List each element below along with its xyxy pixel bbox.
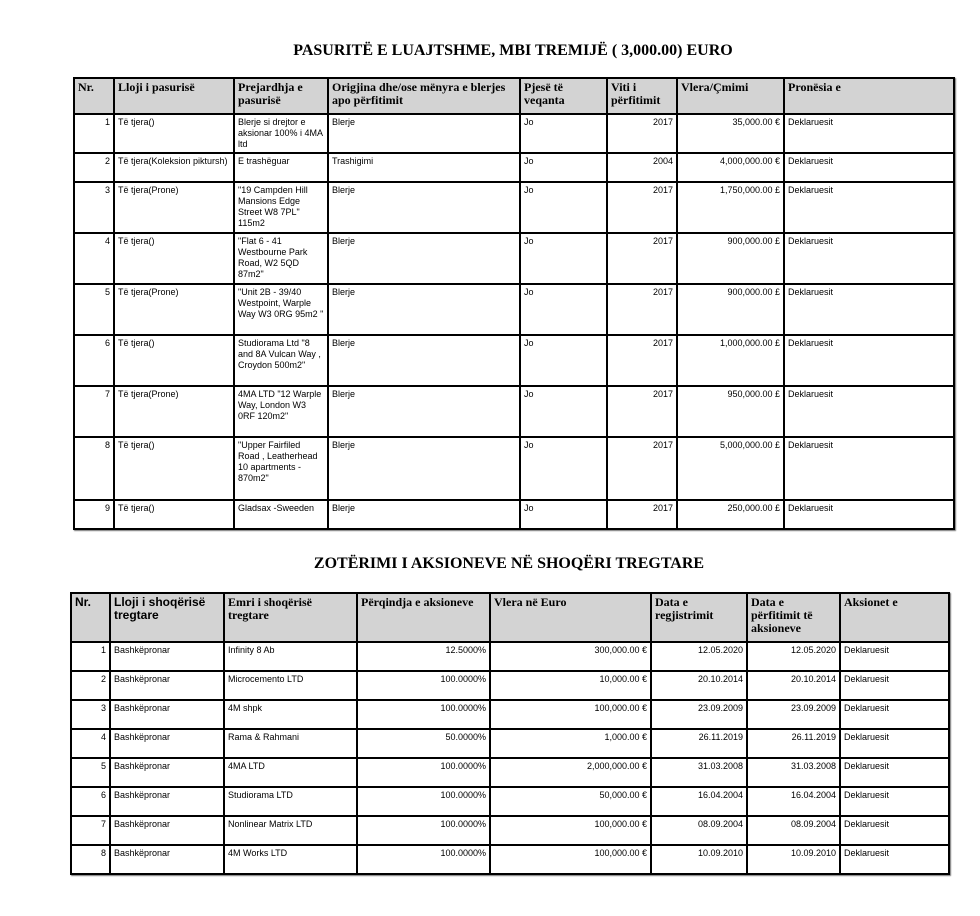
- cell-asset-origin: "Upper Fairfiled Road , Leatherhead 10 apartments - 870m2": [234, 437, 328, 500]
- cell-parts: Jo: [520, 437, 607, 500]
- cell-acquisition-date: 12.05.2020: [747, 642, 840, 671]
- cell-company-name: Microcemento LTD: [224, 671, 357, 700]
- cell-registration-date: 16.04.2004: [651, 787, 747, 816]
- cell-value: 950,000.00 £: [677, 386, 784, 437]
- cell-acquisition-method: Trashigimi: [328, 153, 520, 182]
- movable-assets-title: PASURITË E LUAJTSHME, MBI TREMIJË ( 3,000.00) EURO: [293, 42, 733, 59]
- table-row: [71, 700, 949, 729]
- cell-registration-date: 26.11.2019: [651, 729, 747, 758]
- cell-row-number: 5: [71, 758, 110, 787]
- cell-shares-owner: Deklaruesit: [840, 845, 949, 874]
- cell-value: 1,750,000.00 £: [677, 182, 784, 233]
- cell-company-name: Rama & Rahmani: [224, 729, 357, 758]
- cell-company-name: Nonlinear Matrix LTD: [224, 816, 357, 845]
- table-row: [74, 386, 954, 437]
- header-nr: Nr.: [71, 593, 110, 642]
- header-share-percent: Përqindja e aksioneve: [357, 593, 490, 642]
- cell-acquisition-date: 10.09.2010: [747, 845, 840, 874]
- table-row: [71, 816, 949, 845]
- cell-share-percent: 100.0000%: [357, 671, 490, 700]
- cell-value-euro: 100,000.00 €: [490, 816, 651, 845]
- cell-year: 2017: [607, 233, 677, 284]
- cell-value-euro: 1,000.00 €: [490, 729, 651, 758]
- cell-registration-date: 12.05.2020: [651, 642, 747, 671]
- cell-value-euro: 300,000.00 €: [490, 642, 651, 671]
- cell-asset-type: Të tjera(Prone): [114, 182, 234, 233]
- cell-asset-type: Të tjera(): [114, 500, 234, 529]
- header-acquisition-date: Data e përfitimit të aksioneve: [747, 593, 840, 642]
- cell-row-number: 4: [71, 729, 110, 758]
- cell-acquisition-method: Blerje: [328, 182, 520, 233]
- table-row: [71, 758, 949, 787]
- cell-acquisition-method: Blerje: [328, 437, 520, 500]
- cell-value: 4,000,000.00 €: [677, 153, 784, 182]
- cell-row-number: 6: [71, 787, 110, 816]
- cell-asset-type: Të tjera(): [114, 114, 234, 153]
- header-value: Vlera/Çmimi: [677, 78, 784, 114]
- cell-ownership: Deklaruesit: [784, 153, 954, 182]
- cell-acquisition-date: 31.03.2008: [747, 758, 840, 787]
- cell-asset-origin: "Unit 2B - 39/40 Westpoint, Warple Way W3 0RG 95m2 ": [234, 284, 328, 335]
- cell-parts: Jo: [520, 500, 607, 529]
- shares-table: [70, 592, 950, 875]
- cell-asset-type: Të tjera(Prone): [114, 386, 234, 437]
- cell-ownership: Deklaruesit: [784, 500, 954, 529]
- cell-registration-date: 31.03.2008: [651, 758, 747, 787]
- cell-parts: Jo: [520, 153, 607, 182]
- cell-asset-origin: E trashëguar: [234, 153, 328, 182]
- cell-acquisition-date: 23.09.2009: [747, 700, 840, 729]
- cell-row-number: 6: [74, 335, 114, 386]
- cell-year: 2017: [607, 335, 677, 386]
- cell-asset-origin: 4MA LTD "12 Warple Way, London W3 0RF 120m2": [234, 386, 328, 437]
- cell-share-percent: 100.0000%: [357, 758, 490, 787]
- cell-acquisition-date: 16.04.2004: [747, 787, 840, 816]
- cell-value-euro: 50,000.00 €: [490, 787, 651, 816]
- header-ownership: Pronësia e: [784, 78, 954, 114]
- cell-company-type: Bashkëpronar: [110, 787, 224, 816]
- cell-acquisition-method: Blerje: [328, 114, 520, 153]
- cell-value-euro: 100,000.00 €: [490, 700, 651, 729]
- shares-title: ZOTËRIMI I AKSIONEVE NË SHOQËRI TREGTARE: [313, 555, 705, 572]
- cell-parts: Jo: [520, 386, 607, 437]
- cell-company-name: 4M shpk: [224, 700, 357, 729]
- cell-company-name: Studiorama LTD: [224, 787, 357, 816]
- cell-company-type: Bashkëpronar: [110, 671, 224, 700]
- cell-company-type: Bashkëpronar: [110, 729, 224, 758]
- header-value-euro: Vlera në Euro: [490, 593, 651, 642]
- cell-value: 5,000,000.00 £: [677, 437, 784, 500]
- cell-year: 2017: [607, 437, 677, 500]
- header-nr: Nr.: [74, 78, 114, 114]
- header-year: Viti i përfitimit: [607, 78, 677, 114]
- cell-company-name: 4MA LTD: [224, 758, 357, 787]
- table-row: [74, 500, 954, 529]
- cell-row-number: 4: [74, 233, 114, 284]
- cell-ownership: Deklaruesit: [784, 437, 954, 500]
- cell-parts: Jo: [520, 335, 607, 386]
- cell-acquisition-method: Blerje: [328, 233, 520, 284]
- cell-value: 1,000,000.00 £: [677, 335, 784, 386]
- header-registration-date: Data e regjistrimit: [651, 593, 747, 642]
- cell-company-type: Bashkëpronar: [110, 700, 224, 729]
- table-row: [74, 437, 954, 500]
- cell-ownership: Deklaruesit: [784, 284, 954, 335]
- cell-row-number: 3: [71, 700, 110, 729]
- table-header-row: [71, 593, 949, 642]
- cell-asset-type: Të tjera(): [114, 233, 234, 284]
- cell-shares-owner: Deklaruesit: [840, 642, 949, 671]
- cell-ownership: Deklaruesit: [784, 233, 954, 284]
- cell-ownership: Deklaruesit: [784, 182, 954, 233]
- cell-share-percent: 100.0000%: [357, 787, 490, 816]
- cell-company-name: 4M Works LTD: [224, 845, 357, 874]
- cell-asset-origin: "19 Campden Hill Mansions Edge Street W8 7PL" 115m2: [234, 182, 328, 233]
- cell-year: 2004: [607, 153, 677, 182]
- cell-parts: Jo: [520, 284, 607, 335]
- table-row: [74, 284, 954, 335]
- cell-row-number: 8: [74, 437, 114, 500]
- cell-acquisition-method: Blerje: [328, 500, 520, 529]
- table-row: [71, 729, 949, 758]
- cell-row-number: 1: [71, 642, 110, 671]
- cell-value: 35,000.00 €: [677, 114, 784, 153]
- cell-row-number: 9: [74, 500, 114, 529]
- cell-asset-type: Të tjera(Prone): [114, 284, 234, 335]
- table-row: [74, 335, 954, 386]
- cell-parts: Jo: [520, 233, 607, 284]
- cell-share-percent: 12.5000%: [357, 642, 490, 671]
- cell-asset-type: Të tjera(Koleksion piktursh): [114, 153, 234, 182]
- cell-row-number: 7: [71, 816, 110, 845]
- cell-share-percent: 50.0000%: [357, 729, 490, 758]
- header-shares-owner: Aksionet e: [840, 593, 949, 642]
- cell-company-name: Infinity 8 Ab: [224, 642, 357, 671]
- table-row: [71, 787, 949, 816]
- cell-row-number: 2: [71, 671, 110, 700]
- cell-registration-date: 10.09.2010: [651, 845, 747, 874]
- movable-assets-table: [73, 77, 955, 530]
- cell-share-percent: 100.0000%: [357, 816, 490, 845]
- cell-asset-type: Të tjera(): [114, 335, 234, 386]
- cell-row-number: 8: [71, 845, 110, 874]
- cell-row-number: 3: [74, 182, 114, 233]
- table-row: [74, 153, 954, 182]
- cell-registration-date: 23.09.2009: [651, 700, 747, 729]
- cell-row-number: 5: [74, 284, 114, 335]
- cell-parts: Jo: [520, 182, 607, 233]
- cell-value-euro: 100,000.00 €: [490, 845, 651, 874]
- cell-shares-owner: Deklaruesit: [840, 787, 949, 816]
- table-row: [74, 114, 954, 153]
- cell-value: 250,000.00 £: [677, 500, 784, 529]
- cell-value-euro: 2,000,000.00 €: [490, 758, 651, 787]
- cell-year: 2017: [607, 284, 677, 335]
- cell-company-type: Bashkëpronar: [110, 642, 224, 671]
- cell-registration-date: 08.09.2004: [651, 816, 747, 845]
- header-acquisition-method: Origjina dhe/ose mënyra e blerjes apo përfitimit: [328, 78, 520, 114]
- cell-asset-origin: Blerje si drejtor e aksionar 100% i 4MA ltd: [234, 114, 328, 153]
- cell-company-type: Bashkëpronar: [110, 816, 224, 845]
- cell-shares-owner: Deklaruesit: [840, 816, 949, 845]
- cell-year: 2017: [607, 182, 677, 233]
- table-row: [71, 671, 949, 700]
- header-company-name: Emri i shoqërisë tregtare: [224, 593, 357, 642]
- table-row: [74, 182, 954, 233]
- cell-year: 2017: [607, 386, 677, 437]
- cell-company-type: Bashkëpronar: [110, 758, 224, 787]
- cell-ownership: Deklaruesit: [784, 335, 954, 386]
- cell-acquisition-date: 20.10.2014: [747, 671, 840, 700]
- header-company-type: Lloji i shoqërisë tregtare: [110, 593, 224, 642]
- cell-row-number: 7: [74, 386, 114, 437]
- cell-acquisition-method: Blerje: [328, 284, 520, 335]
- cell-parts: Jo: [520, 114, 607, 153]
- cell-asset-origin: Studiorama Ltd "8 and 8A Vulcan Way , Croydon 500m2": [234, 335, 328, 386]
- cell-row-number: 1: [74, 114, 114, 153]
- cell-shares-owner: Deklaruesit: [840, 700, 949, 729]
- cell-shares-owner: Deklaruesit: [840, 671, 949, 700]
- cell-ownership: Deklaruesit: [784, 114, 954, 153]
- cell-year: 2017: [607, 114, 677, 153]
- cell-shares-owner: Deklaruesit: [840, 729, 949, 758]
- header-asset-origin: Prejardhja e pasurisë: [234, 78, 328, 114]
- cell-year: 2017: [607, 500, 677, 529]
- cell-shares-owner: Deklaruesit: [840, 758, 949, 787]
- cell-row-number: 2: [74, 153, 114, 182]
- cell-share-percent: 100.0000%: [357, 845, 490, 874]
- cell-asset-origin: "Flat 6 - 41 Westbourne Park Road, W2 5QD 87m2": [234, 233, 328, 284]
- table-row: [74, 233, 954, 284]
- cell-value: 900,000.00 £: [677, 284, 784, 335]
- cell-acquisition-date: 08.09.2004: [747, 816, 840, 845]
- cell-value-euro: 10,000.00 €: [490, 671, 651, 700]
- cell-acquisition-method: Blerje: [328, 386, 520, 437]
- cell-acquisition-date: 26.11.2019: [747, 729, 840, 758]
- cell-value: 900,000.00 £: [677, 233, 784, 284]
- header-asset-type: Lloji i pasurisë: [114, 78, 234, 114]
- table-row: [71, 845, 949, 874]
- table-row: [71, 642, 949, 671]
- cell-acquisition-method: Blerje: [328, 335, 520, 386]
- cell-ownership: Deklaruesit: [784, 386, 954, 437]
- cell-company-type: Bashkëpronar: [110, 845, 224, 874]
- cell-share-percent: 100.0000%: [357, 700, 490, 729]
- cell-asset-type: Të tjera(): [114, 437, 234, 500]
- header-parts: Pjesë të veqanta: [520, 78, 607, 114]
- table-header-row: [74, 78, 954, 114]
- cell-asset-origin: Gladsax -Sweeden: [234, 500, 328, 529]
- cell-registration-date: 20.10.2014: [651, 671, 747, 700]
